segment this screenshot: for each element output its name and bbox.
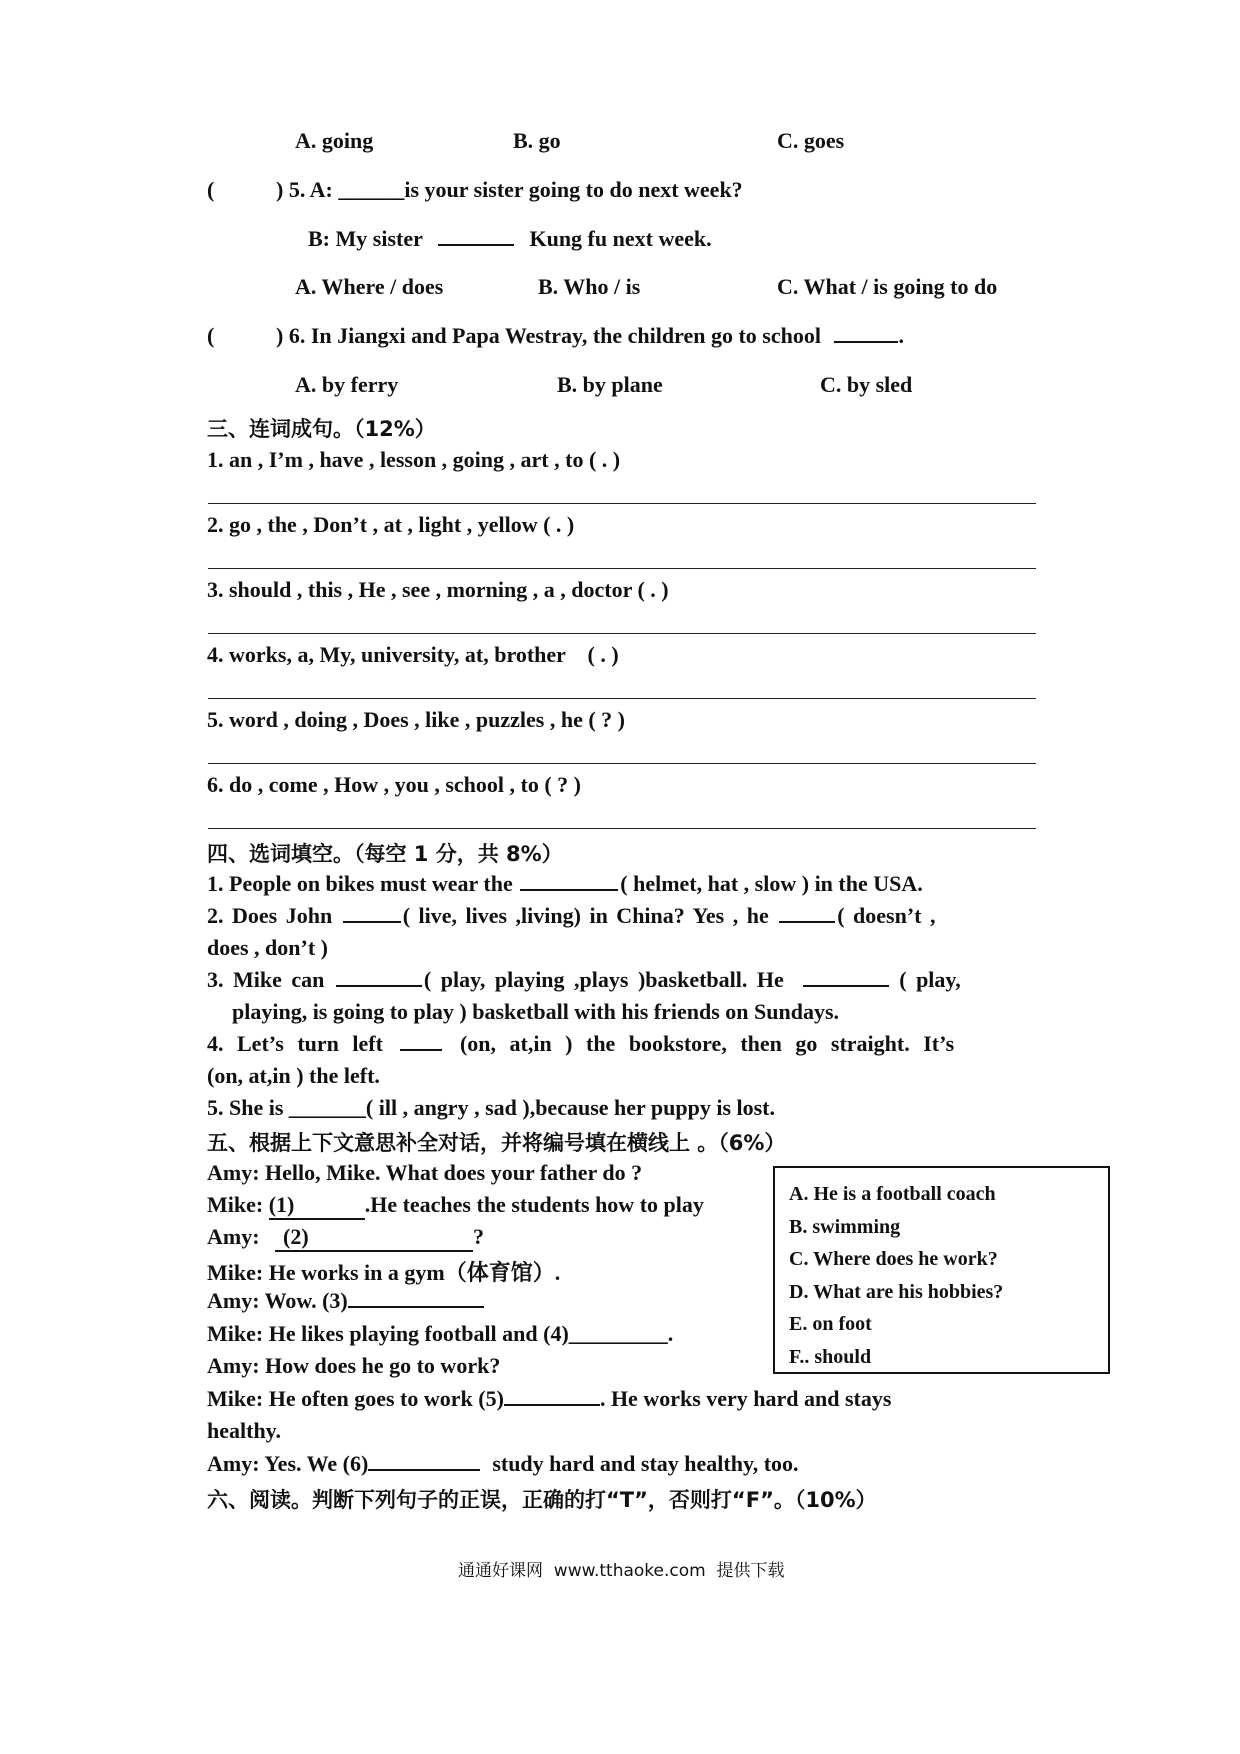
section4-sentence-3-cont: playing, is going to play ) basketball with his friends on Sundays. bbox=[232, 999, 840, 1024]
option-c: C. Where does he work? bbox=[789, 1248, 998, 1270]
option-e: E. on foot bbox=[789, 1313, 872, 1335]
q6-option-b: B. by plane bbox=[557, 372, 663, 397]
dialogue-line-1: Amy: Hello, Mike. What does your father do ? bbox=[207, 1160, 643, 1185]
blank-5 bbox=[504, 1386, 600, 1406]
dialogue-line-7: Amy: How does he go to work? bbox=[207, 1353, 501, 1378]
q5-question bbox=[276, 177, 743, 203]
section4-sentence-3 bbox=[207, 967, 961, 993]
s3-part-b: ( play, playing ,plays )basketball. He bbox=[423, 967, 784, 992]
q6-question bbox=[276, 323, 904, 349]
q6-text: 6. In Jiangxi and Papa Westray, the children go to school bbox=[288, 323, 821, 348]
s2-blank-2 bbox=[779, 903, 835, 923]
l9-text-b: study hard and stay healthy, too. bbox=[492, 1451, 799, 1476]
q6-blank bbox=[834, 323, 898, 343]
section4-heading: 四、选词填空。（每空 1 分，共 8%） bbox=[207, 842, 563, 866]
q5-blank: ______ bbox=[338, 177, 405, 202]
s1-blank bbox=[520, 871, 618, 891]
s2-part-a: 2. Does John bbox=[207, 903, 333, 928]
q5-b-prefix: B: My sister bbox=[308, 226, 423, 251]
section4-sentence-2-cont: does , don’t ) bbox=[207, 935, 329, 960]
q6-answer-paren-close: ) bbox=[276, 323, 284, 348]
section3-item-3: 3. should , this , He , see , morning , a , doctor ( . ) bbox=[207, 577, 669, 602]
s4-part-a: 4. Let’s turn left bbox=[207, 1031, 383, 1056]
q5-option-b: B. Who / is bbox=[538, 274, 641, 299]
section4-sentence-2 bbox=[207, 903, 936, 929]
section3-item-1: 1. an , I’m , have , lesson , going , art , to ( . ) bbox=[207, 447, 621, 472]
section5-heading: 五、根据上下文意思补全对话，并将编号填在横线上 。（6%） bbox=[207, 1131, 786, 1155]
l2-speaker: Mike: bbox=[207, 1192, 264, 1217]
s3-part-c: ( play, bbox=[899, 967, 961, 992]
s3-blank-2 bbox=[803, 967, 889, 987]
q4-option-c: C. goes bbox=[777, 128, 845, 153]
q5-suffix: is your sister going to do next week? bbox=[404, 177, 743, 202]
section3-item-4: 4. works, a, My, university, at, brother ( . ) bbox=[207, 642, 619, 667]
s2-part-c: ( doesn’t , bbox=[837, 903, 936, 928]
q5-answer-paren-open: ( bbox=[207, 177, 215, 202]
section4-sentence-4 bbox=[207, 1031, 954, 1057]
q6-option-a: A. by ferry bbox=[295, 372, 399, 397]
q5-answer-paren-close: ) bbox=[276, 177, 284, 202]
s4-blank bbox=[400, 1031, 442, 1051]
blank-2-label: (2) bbox=[283, 1224, 309, 1249]
s1-part-b: ( helmet, hat , slow ) in the USA. bbox=[620, 871, 923, 896]
option-d: D. What are his hobbies? bbox=[789, 1280, 1004, 1303]
dialogue-line-8-cont: healthy. bbox=[207, 1418, 281, 1443]
section4-sentence-5: 5. She is _______( ill , angry , sad ),because her puppy is lost. bbox=[207, 1095, 776, 1120]
answer-line-5[interactable] bbox=[208, 763, 1036, 764]
blank-2 bbox=[275, 1224, 473, 1252]
dialogue-line-5 bbox=[207, 1288, 484, 1314]
blank-6 bbox=[368, 1451, 480, 1471]
option-a: A. He is a football coach bbox=[789, 1183, 996, 1205]
section3-heading: 三、连词成句。（12%） bbox=[207, 417, 436, 441]
q5-b-blank bbox=[438, 226, 514, 246]
s3-part-a: 3. Mike can bbox=[207, 967, 325, 992]
l3-speaker: Amy: bbox=[207, 1224, 260, 1249]
dialogue-line-2 bbox=[207, 1192, 704, 1220]
q5-prefix: 5. A: bbox=[288, 177, 339, 202]
answer-line-4[interactable] bbox=[208, 698, 1036, 699]
answer-line-1[interactable] bbox=[208, 503, 1036, 504]
dialogue-line-6: Mike: He likes playing football and (4)_________. bbox=[207, 1321, 674, 1346]
dialogue-line-9 bbox=[207, 1451, 799, 1477]
l8-text-b: . He works very hard and stays bbox=[599, 1386, 892, 1411]
s2-part-b: ( live, lives ,living) in China? Yes , he bbox=[402, 903, 769, 928]
q5-option-a: A. Where / does bbox=[295, 274, 444, 299]
dialogue-line-3 bbox=[207, 1224, 484, 1252]
option-b: B. swimming bbox=[789, 1215, 901, 1238]
q5-b-line bbox=[308, 226, 712, 252]
footer-text: 通通好课网 www.tthaoke.com 提供下载 bbox=[458, 1561, 785, 1581]
q4-option-b: B. go bbox=[513, 128, 561, 153]
q6-option-c: C. by sled bbox=[820, 372, 913, 397]
answer-line-2[interactable] bbox=[208, 568, 1036, 569]
s1-part-a: 1. People on bikes must wear the bbox=[207, 871, 513, 896]
option-f: F.. should bbox=[789, 1345, 872, 1368]
answer-line-6[interactable] bbox=[208, 828, 1036, 829]
section3-item-2: 2. go , the , Don’t , at , light , yellow ( . ) bbox=[207, 512, 575, 537]
dialogue-line-4: Mike: He works in a gym（体育馆）. bbox=[207, 1260, 561, 1285]
q6-answer-paren-open: ( bbox=[207, 323, 215, 348]
l3-qmark: ? bbox=[473, 1224, 485, 1249]
section6-heading: 六、阅读。判断下列句子的正误，正确的打“T”，否则打“F”。（10%） bbox=[207, 1488, 877, 1512]
section3-item-6: 6. do , come , How , you , school , to ( ? ) bbox=[207, 772, 581, 797]
l8-text-a: Mike: He often goes to work (5) bbox=[207, 1386, 504, 1411]
blank-1-label: (1) bbox=[268, 1192, 295, 1217]
s4-part-b: (on, at,in ) the bookstore, then go straight. It’s bbox=[459, 1031, 955, 1056]
l9-text-a: Amy: Yes. We (6) bbox=[207, 1451, 369, 1476]
blank-3 bbox=[348, 1288, 484, 1308]
options-box bbox=[773, 1166, 1110, 1374]
l2-text: .He teaches the students how to play bbox=[364, 1192, 704, 1217]
section4-sentence-1 bbox=[207, 871, 923, 897]
s3-blank-1 bbox=[336, 967, 422, 987]
q5-option-c: C. What / is going to do bbox=[777, 274, 998, 299]
answer-line-3[interactable] bbox=[208, 633, 1036, 634]
q5-b-suffix: Kung fu next week. bbox=[529, 226, 712, 251]
section4-sentence-4-cont: (on, at,in ) the left. bbox=[207, 1063, 380, 1088]
blank-1 bbox=[269, 1192, 365, 1220]
q4-option-a: A. going bbox=[295, 128, 374, 153]
section3-item-5: 5. word , doing , Does , like , puzzles , he ( ? ) bbox=[207, 707, 625, 732]
dialogue-line-8 bbox=[207, 1386, 891, 1412]
s2-blank-1 bbox=[343, 903, 401, 923]
l5-text: Amy: Wow. (3) bbox=[207, 1288, 348, 1313]
q6-period: . bbox=[898, 323, 904, 348]
